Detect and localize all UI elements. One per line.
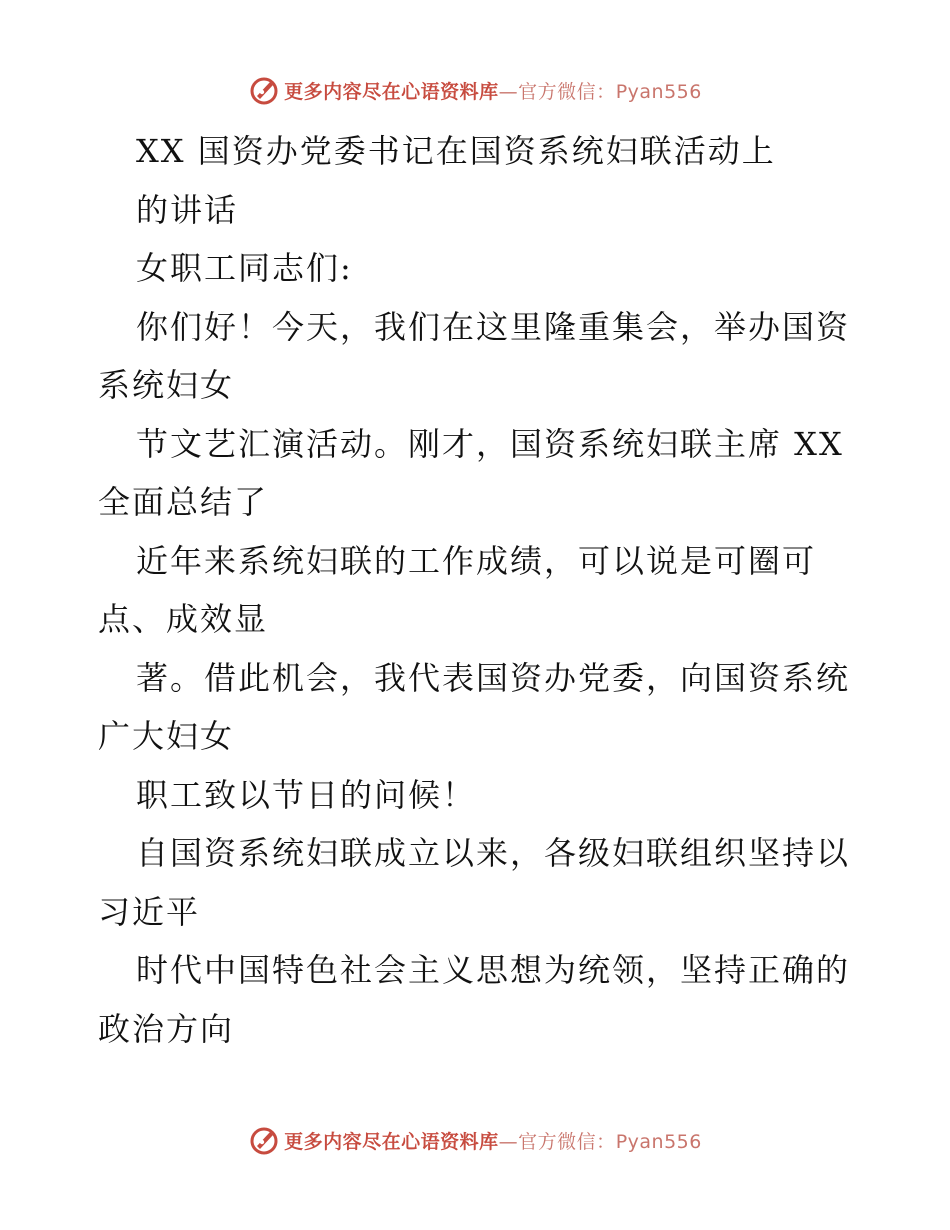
text-line: XX 国资办党委书记在国资系统妇联活动上 [136,132,776,170]
text-line: 的讲话 [136,190,239,229]
text-line: 你们好！今天，我们在这里隆重集会，举办国资 [136,307,851,346]
header-brand-text: 更多内容尽在心语资料库—官方微信：Pyan556 [284,80,702,103]
text-line: 政治方向 [98,1009,235,1048]
text-line: 职工致以节日的问候！ [136,775,477,814]
text-line: 点、成效显 [98,600,269,638]
text-line: 节文艺汇演活动。刚才，国资系统妇联主席 XX [136,424,844,463]
text-line: 女职工同志们: [136,249,353,287]
text-line: 广大妇女 [98,717,235,755]
brand-logo-icon [248,74,280,106]
footer-watermark [0,1120,950,1160]
text-line: 近年来系统妇联的工作成绩，可以说是可圈可 [136,541,817,580]
text-line: 著。借此机会，我代表国资办党委，向国资系统 [136,658,851,697]
text-line: 自国资系统妇联成立以来，各级妇联组织坚持以 [136,834,851,872]
text-line: 系统妇女 [98,366,235,404]
brand-logo-icon [248,1124,280,1156]
text-line: 全面总结了 [98,483,269,521]
document-body [98,122,858,1058]
footer-brand-text: 更多内容尽在心语资料库—官方微信：Pyan556 [284,1130,702,1153]
text-line: 习近平 [98,892,201,931]
header-watermark [0,70,950,110]
text-line: 时代中国特色社会主义思想为统领，坚持正确的 [136,951,851,989]
